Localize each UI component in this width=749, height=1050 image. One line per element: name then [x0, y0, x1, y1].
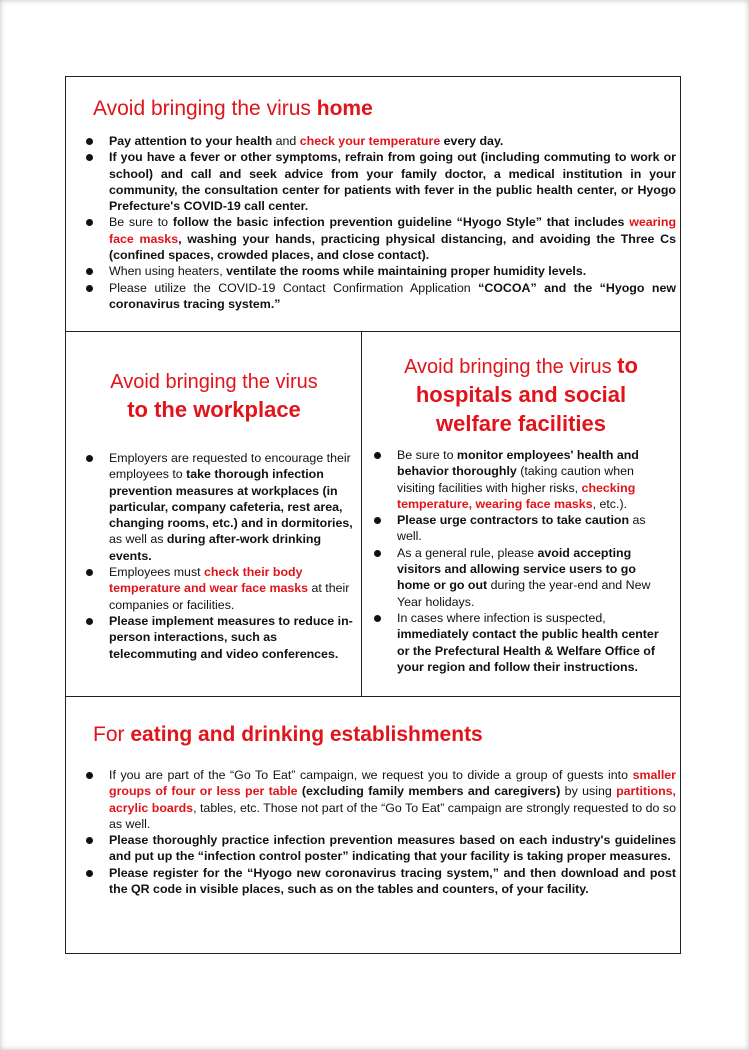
- bullet-icon: [374, 615, 381, 622]
- section-eating-title: For eating and drinking establishments: [93, 723, 483, 746]
- flyer-frame: [65, 76, 681, 954]
- bullet-icon: [86, 772, 93, 779]
- list-item: Please implement measures to reduce in-person interactions, such as telecommuting and video conferences.: [84, 613, 354, 662]
- section-hospitals: [362, 332, 680, 697]
- bullet-icon: [86, 569, 93, 576]
- list-item: Employees must check their body temperature and wear face masks at their companies or facilities.: [84, 564, 354, 613]
- bullet-icon: [374, 452, 381, 459]
- list-item: If you have a fever or other symptoms, refrain from going out (including commuting to work or school) and call and seek advice from your family doctor, a medical institution in your community, the consultation center for patients with fever in the public health center, or Hyogo Prefecture's COVID-19 call center.: [84, 149, 676, 214]
- section-workplace: [66, 332, 362, 697]
- list-item: Please register for the “Hyogo new coronavirus tracing system,” and then download and post the QR code in visible places, such as on the tables and counters, of your facility.: [84, 865, 676, 898]
- bullet-icon: [86, 154, 93, 161]
- hospitals-bullet-list: [372, 447, 672, 675]
- eating-bullet-list: [84, 767, 676, 897]
- bullet-icon: [86, 870, 93, 877]
- bullet-icon: [374, 550, 381, 557]
- bullet-icon: [86, 837, 93, 844]
- list-item: In cases where infection is suspected, immediately contact the public health center or the Prefectural Health & Welfare Office of your region and follow their instructions.: [372, 610, 672, 675]
- section-home: [66, 77, 680, 332]
- list-item: Pay attention to your health and check your temperature every day.: [84, 133, 676, 149]
- list-item: Be sure to follow the basic infection prevention guideline “Hyogo Style” that includes wearing face masks, washing your hands, practicing physical distancing, and avoiding the Three Cs (confined spaces, crowded places, and close contact).: [84, 214, 676, 263]
- bullet-icon: [86, 618, 93, 625]
- workplace-bullet-list: [84, 450, 354, 662]
- section-home-title: Avoid bringing the virus home: [93, 97, 373, 120]
- bullet-icon: [86, 455, 93, 462]
- list-item: If you are part of the “Go To Eat” campaign, we request you to divide a group of guests into smaller groups of four or less per table (excluding family members and caregivers) by using partitions, acrylic boards, tables, etc. Those not part of the “Go To Eat” campaign are strongly requested to do so as well.: [84, 767, 676, 832]
- list-item: When using heaters, ventilate the rooms while maintaining proper humidity levels.: [84, 263, 676, 279]
- bullet-icon: [86, 285, 93, 292]
- list-item: Be sure to monitor employees' health and behavior thoroughly (taking caution when visiting facilities with higher risks, checking temperature, wearing face masks, etc.).: [372, 447, 672, 512]
- section-hospitals-title: Avoid bringing the virus to hospitals and social welfare facilities: [404, 353, 638, 436]
- list-item: Please thoroughly practice infection prevention measures based on each industry's guidelines and put up the “infection control poster” indicating that your facility is taking proper measures.: [84, 832, 676, 865]
- bullet-icon: [374, 517, 381, 524]
- bullet-icon: [86, 138, 93, 145]
- list-item: Please utilize the COVID-19 Contact Confirmation Application “COCOA” and the “Hyogo new coronavirus tracing system.”: [84, 280, 676, 313]
- list-item: Employers are requested to encourage their employees to take thorough infection prevention measures at workplaces (in particular, company cafeteria, rest area, changing rooms, etc.) and in dormitories, as well as during after-work drinking events.: [84, 450, 354, 564]
- section-eating: [66, 697, 680, 953]
- home-bullet-list: [84, 133, 676, 312]
- section-workplace-title: Avoid bringing the virus to the workplace: [110, 371, 318, 422]
- list-item: Please urge contractors to take caution as well.: [372, 512, 672, 545]
- bullet-icon: [86, 219, 93, 226]
- list-item: As a general rule, please avoid accepting visitors and allowing service users to go home or go out during the year-end and New Year holidays.: [372, 545, 672, 610]
- bullet-icon: [86, 268, 93, 275]
